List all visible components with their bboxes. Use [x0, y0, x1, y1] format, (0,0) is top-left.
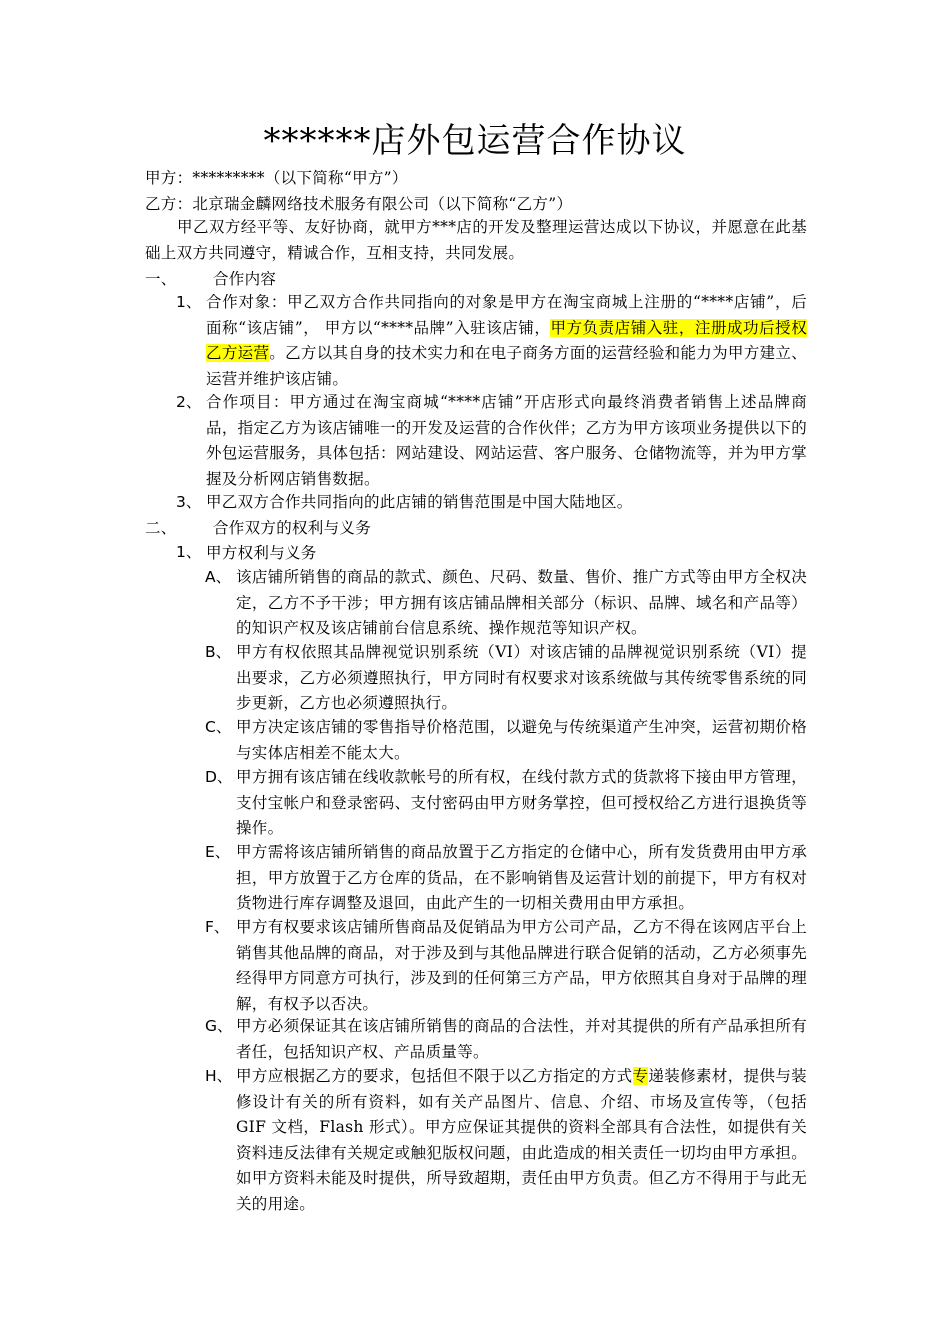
clause-b-marker: B、 — [205, 643, 232, 661]
clause-f-marker: F、 — [205, 918, 230, 936]
section-1-heading: 合作内容 — [213, 270, 277, 288]
item-3-marker: 3、 — [176, 493, 202, 511]
clause-h-highlight: 专 — [632, 1067, 649, 1085]
item-1-text — [206, 290, 807, 392]
clause-b-text: 甲方有权依照其品牌视觉识别系统（VI）对该店铺的品牌视觉识别系统（VI）提出要求，乙方必须遵照执行，甲方同时有权要求对该系统做与其传统零售系统的同步更新，乙方也必须遵照执行。 — [236, 643, 807, 712]
clause-e-marker: E、 — [205, 843, 231, 861]
subsection-1-marker: 1、 — [176, 543, 202, 561]
clause-f-text: 甲方有权要求该店铺所售商品及促销品为甲方公司产品，乙方不得在该网店平台上销售其他品牌的商品，对于涉及到与其他品牌进行联合促销的活动，乙方必须事先经得甲方同意方可执行，涉及到的任何第三方产品，甲方依照其自身对于品牌的理解，有权予以否决。 — [236, 918, 807, 1013]
party-b-line: 乙方：北京瑞金麟网络技术服务有限公司（以下简称“乙方”） — [145, 195, 573, 213]
party-a-line: 甲方：*********（以下简称“甲方”） — [145, 169, 408, 187]
subsection-1-heading: 甲方权利与义务 — [206, 544, 317, 562]
item-3-text: 甲乙双方合作共同指向的此店铺的销售范围是中国大陆地区。 — [206, 493, 633, 511]
clause-c-marker: C、 — [205, 718, 232, 736]
document-title: ******店外包运营合作协议 — [263, 121, 687, 161]
item-1-text-before: 合作对象：甲乙双方合作共同指向的对象是甲方在淘宝商城上注册的“****店铺”，后面称“该店铺”， 甲方以“****品牌”入驻该店铺， — [206, 293, 807, 337]
clause-g-marker: G、 — [205, 1017, 233, 1035]
section-2-heading: 合作双方的权利与义务 — [213, 519, 372, 537]
clause-a-marker: A、 — [205, 568, 232, 586]
item-1-text-after: 。乙方以其自身的技术实力和在电子商务方面的运营经验和能力为甲方建立、运营并维护该店铺。 — [206, 344, 807, 388]
item-2-text: 合作项目：甲方通过在淘宝商城“****店铺”开店形式向最终消费者销售上述品牌商品，指定乙方为该店铺唯一的开发及运营的合作伙伴；乙方为甲方该项业务提供以下的外包运营服务，具体包括：网站建设、网站运营、客户服务、仓储物流等，并为甲方掌握及分析网店销售数据。 — [206, 393, 807, 488]
item-1-marker: 1、 — [176, 293, 202, 311]
clause-d-marker: D、 — [205, 768, 233, 786]
clause-d-text: 甲方拥有该店铺在线收款帐号的所有权，在线付款方式的货款将下接由甲方管理，支付宝帐户和登录密码、支付密码由甲方财务掌控，但可授权给乙方进行退换货等操作。 — [236, 768, 807, 837]
clause-h-text — [236, 1064, 807, 1217]
clause-h-marker: H、 — [205, 1067, 233, 1085]
section-1-marker: 一、 — [145, 270, 177, 288]
clause-h-text-before: 甲方应根据乙方的要求，包括但不限于以乙方指定的方式 — [236, 1067, 633, 1085]
clause-e-text: 甲方需将该店铺所销售的商品放置于乙方指定的仓储中心，所有发货费用由甲方承担，甲方放置于乙方仓库的货品，在不影响销售及运营计划的前提下，甲方有权对货物进行库存调整及退回，由此产生的一切相关费用由甲方承担。 — [236, 843, 807, 912]
clause-c-text: 甲方决定该店铺的零售指导价格范围，以避免与传统渠道产生冲突，运营初期价格与实体店相差不能太大。 — [236, 718, 807, 762]
preamble-paragraph: 甲乙双方经平等、友好协商，就甲方***店的开发及整理运营达成以下协议，并愿意在此基础上双方共同遵守，精诚合作，互相支持，共同发展。 — [145, 218, 807, 262]
section-2-marker: 二、 — [145, 519, 177, 537]
clause-a-text: 该店铺所销售的商品的款式、颜色、尺码、数量、售价、推广方式等由甲方全权决定，乙方不予干涉；甲方拥有该店铺品牌相关部分（标识、品牌、域名和产品等）的知识产权及该店铺前台信息系统、操作规范等知识产权。 — [236, 568, 807, 637]
item-1-highlight: 甲方负责店铺入驻，注册成功后授权乙方运营 — [206, 318, 807, 362]
clause-g-text: 甲方必须保证其在该店铺所销售的商品的合法性，并对其提供的所有产品承担所有者任，包括知识产权、产品质量等。 — [236, 1017, 807, 1061]
clause-h-text-after: 递装修素材，提供与装修设计有关的所有资料，如有关产品图片、信息、介绍、市场及宣传等，（包括 GIF 文档，Flash 形式）。甲方应保证其提供的资料全部具有合法性，如提供有关资料违反法律有关规定或触犯版权问题，由此造成的相关责任一切均由甲方承担。如甲方资料未能及时提供，所导致超期，责任由甲方负责。但乙方不得用于与此无关的用途。 — [236, 1067, 807, 1213]
item-2-marker: 2、 — [176, 393, 202, 411]
